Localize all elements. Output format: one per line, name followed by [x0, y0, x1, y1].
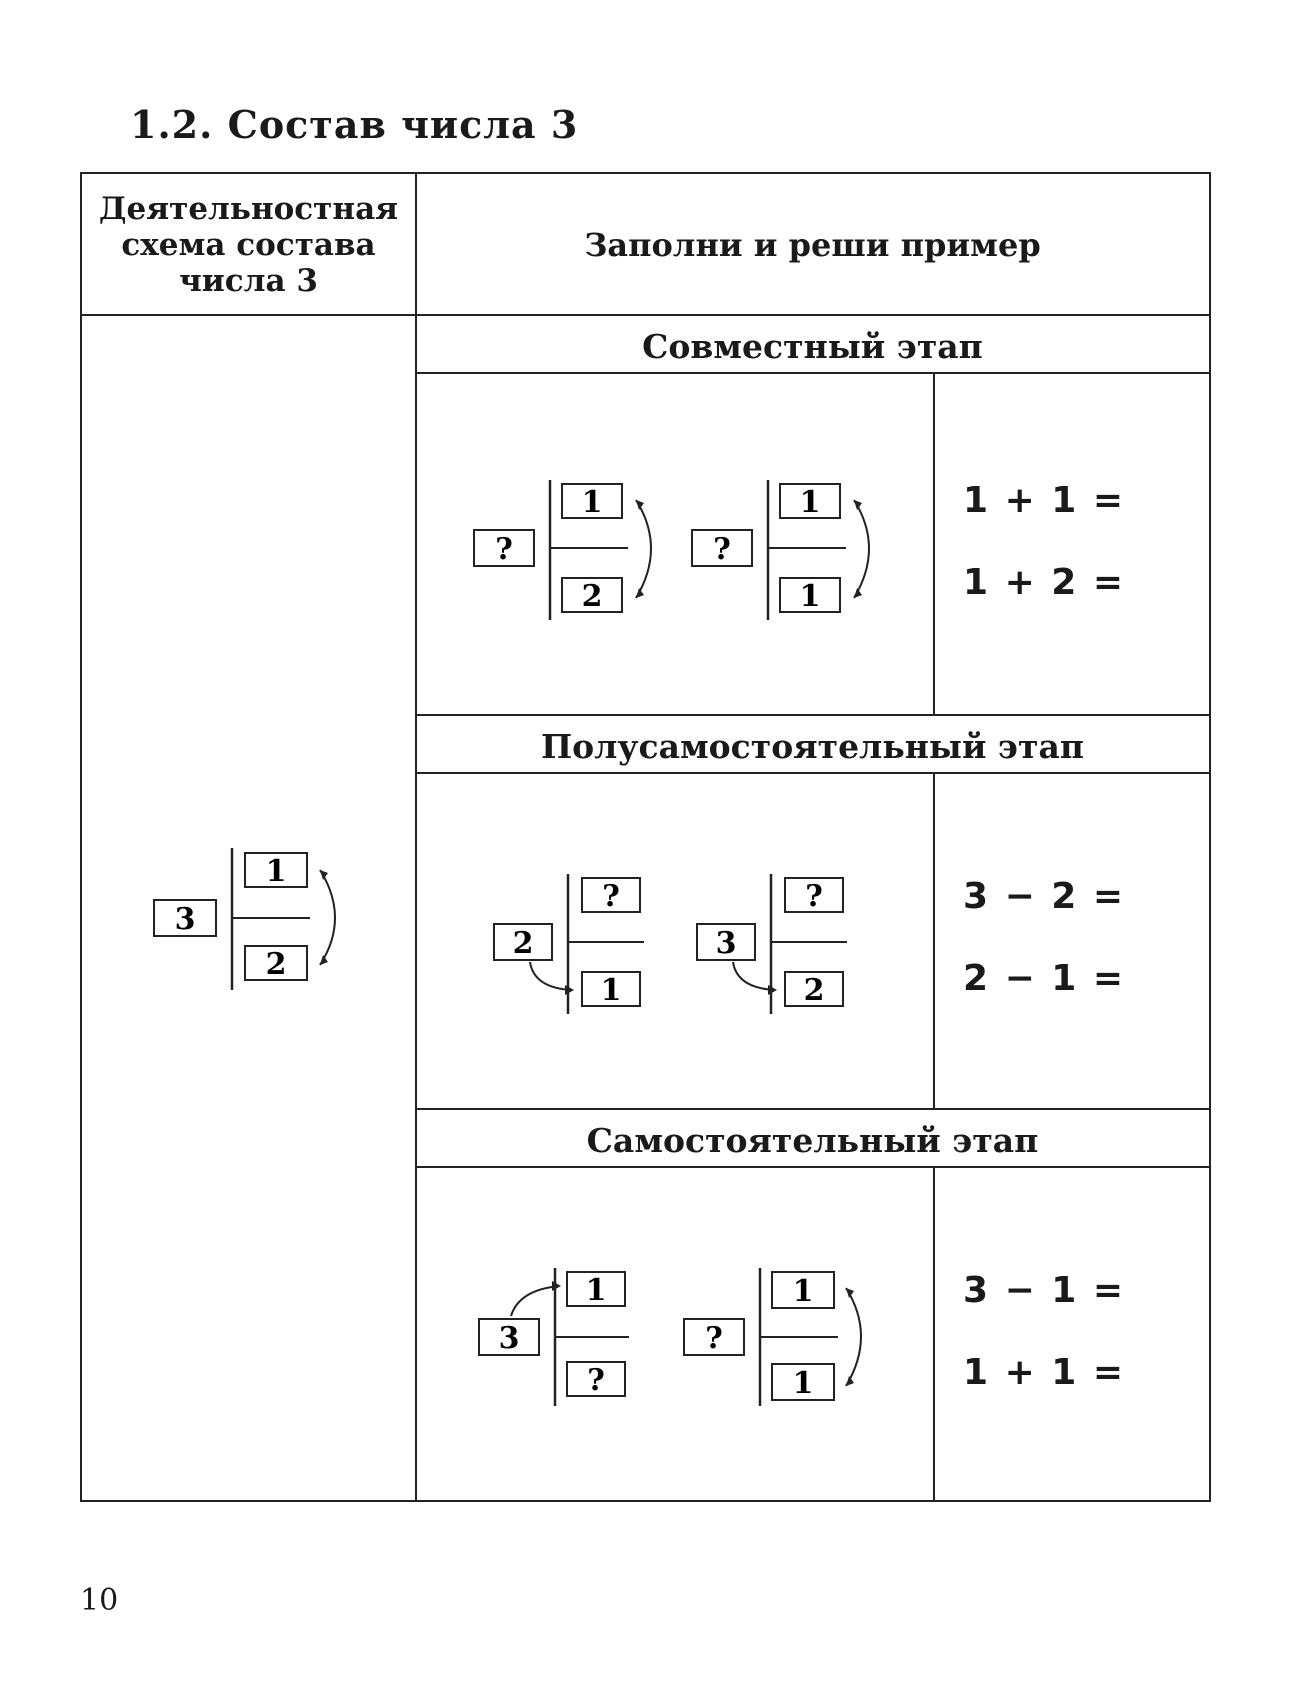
equation: 1 + 1 =: [963, 480, 1126, 521]
equation: 3 − 2 =: [963, 876, 1126, 917]
section-title: 1.2. Состав числа 3: [130, 102, 579, 147]
main-number-scheme: [150, 840, 350, 990]
scheme-top-box: ?: [602, 879, 620, 914]
equation: 1 + 1 =: [963, 1352, 1126, 1393]
scheme-top-box: 1: [265, 854, 287, 889]
equation: 3 − 1 =: [963, 1270, 1126, 1311]
scheme-bottom-box: ?: [587, 1363, 605, 1398]
scheme-whole-box: ?: [705, 1321, 723, 1356]
stage-title-independent: Самостоятельный этап: [586, 1120, 1039, 1160]
page-number: 10: [80, 1583, 119, 1618]
scheme-bottom-box: 1: [792, 1366, 814, 1401]
scheme-whole-box: 3: [174, 902, 196, 937]
stage-title-semi-independent: Полусамостоятельный этап: [540, 726, 1085, 766]
scheme-whole-box: 2: [512, 926, 534, 961]
scheme-top-box: 1: [581, 485, 603, 520]
scheme-top-box: 1: [792, 1274, 814, 1309]
stage2-scheme-1: [490, 872, 670, 1022]
stage1-scheme-2: [688, 478, 888, 628]
scheme-bottom-box: 1: [600, 973, 622, 1008]
equation: 2 − 1 =: [963, 958, 1126, 999]
stage3-scheme-2: [680, 1266, 880, 1416]
stage2-scheme-2: [693, 872, 873, 1022]
scheme-whole-box: 3: [715, 926, 737, 961]
scheme-bottom-box: 2: [265, 947, 287, 982]
equation: 1 + 2 =: [963, 562, 1126, 603]
stage-title-joint: Совместный этап: [642, 326, 983, 366]
stage3-scheme-1: [475, 1266, 655, 1416]
scheme-bottom-box: 2: [581, 579, 603, 614]
scheme-bottom-box: 1: [799, 579, 821, 614]
scheme-top-box: 1: [585, 1273, 607, 1308]
stage1-scheme-1: [470, 478, 670, 628]
scheme-whole-box: ?: [495, 532, 513, 567]
scheme-whole-box: ?: [713, 532, 731, 567]
header-activity-scheme: Деятельностная схема состава числа 3: [98, 191, 399, 299]
scheme-top-box: ?: [805, 879, 823, 914]
scheme-top-box: 1: [799, 485, 821, 520]
header-fill-and-solve: Заполни и реши пример: [584, 226, 1041, 264]
scheme-bottom-box: 2: [803, 973, 825, 1008]
scheme-whole-box: 3: [498, 1321, 520, 1356]
